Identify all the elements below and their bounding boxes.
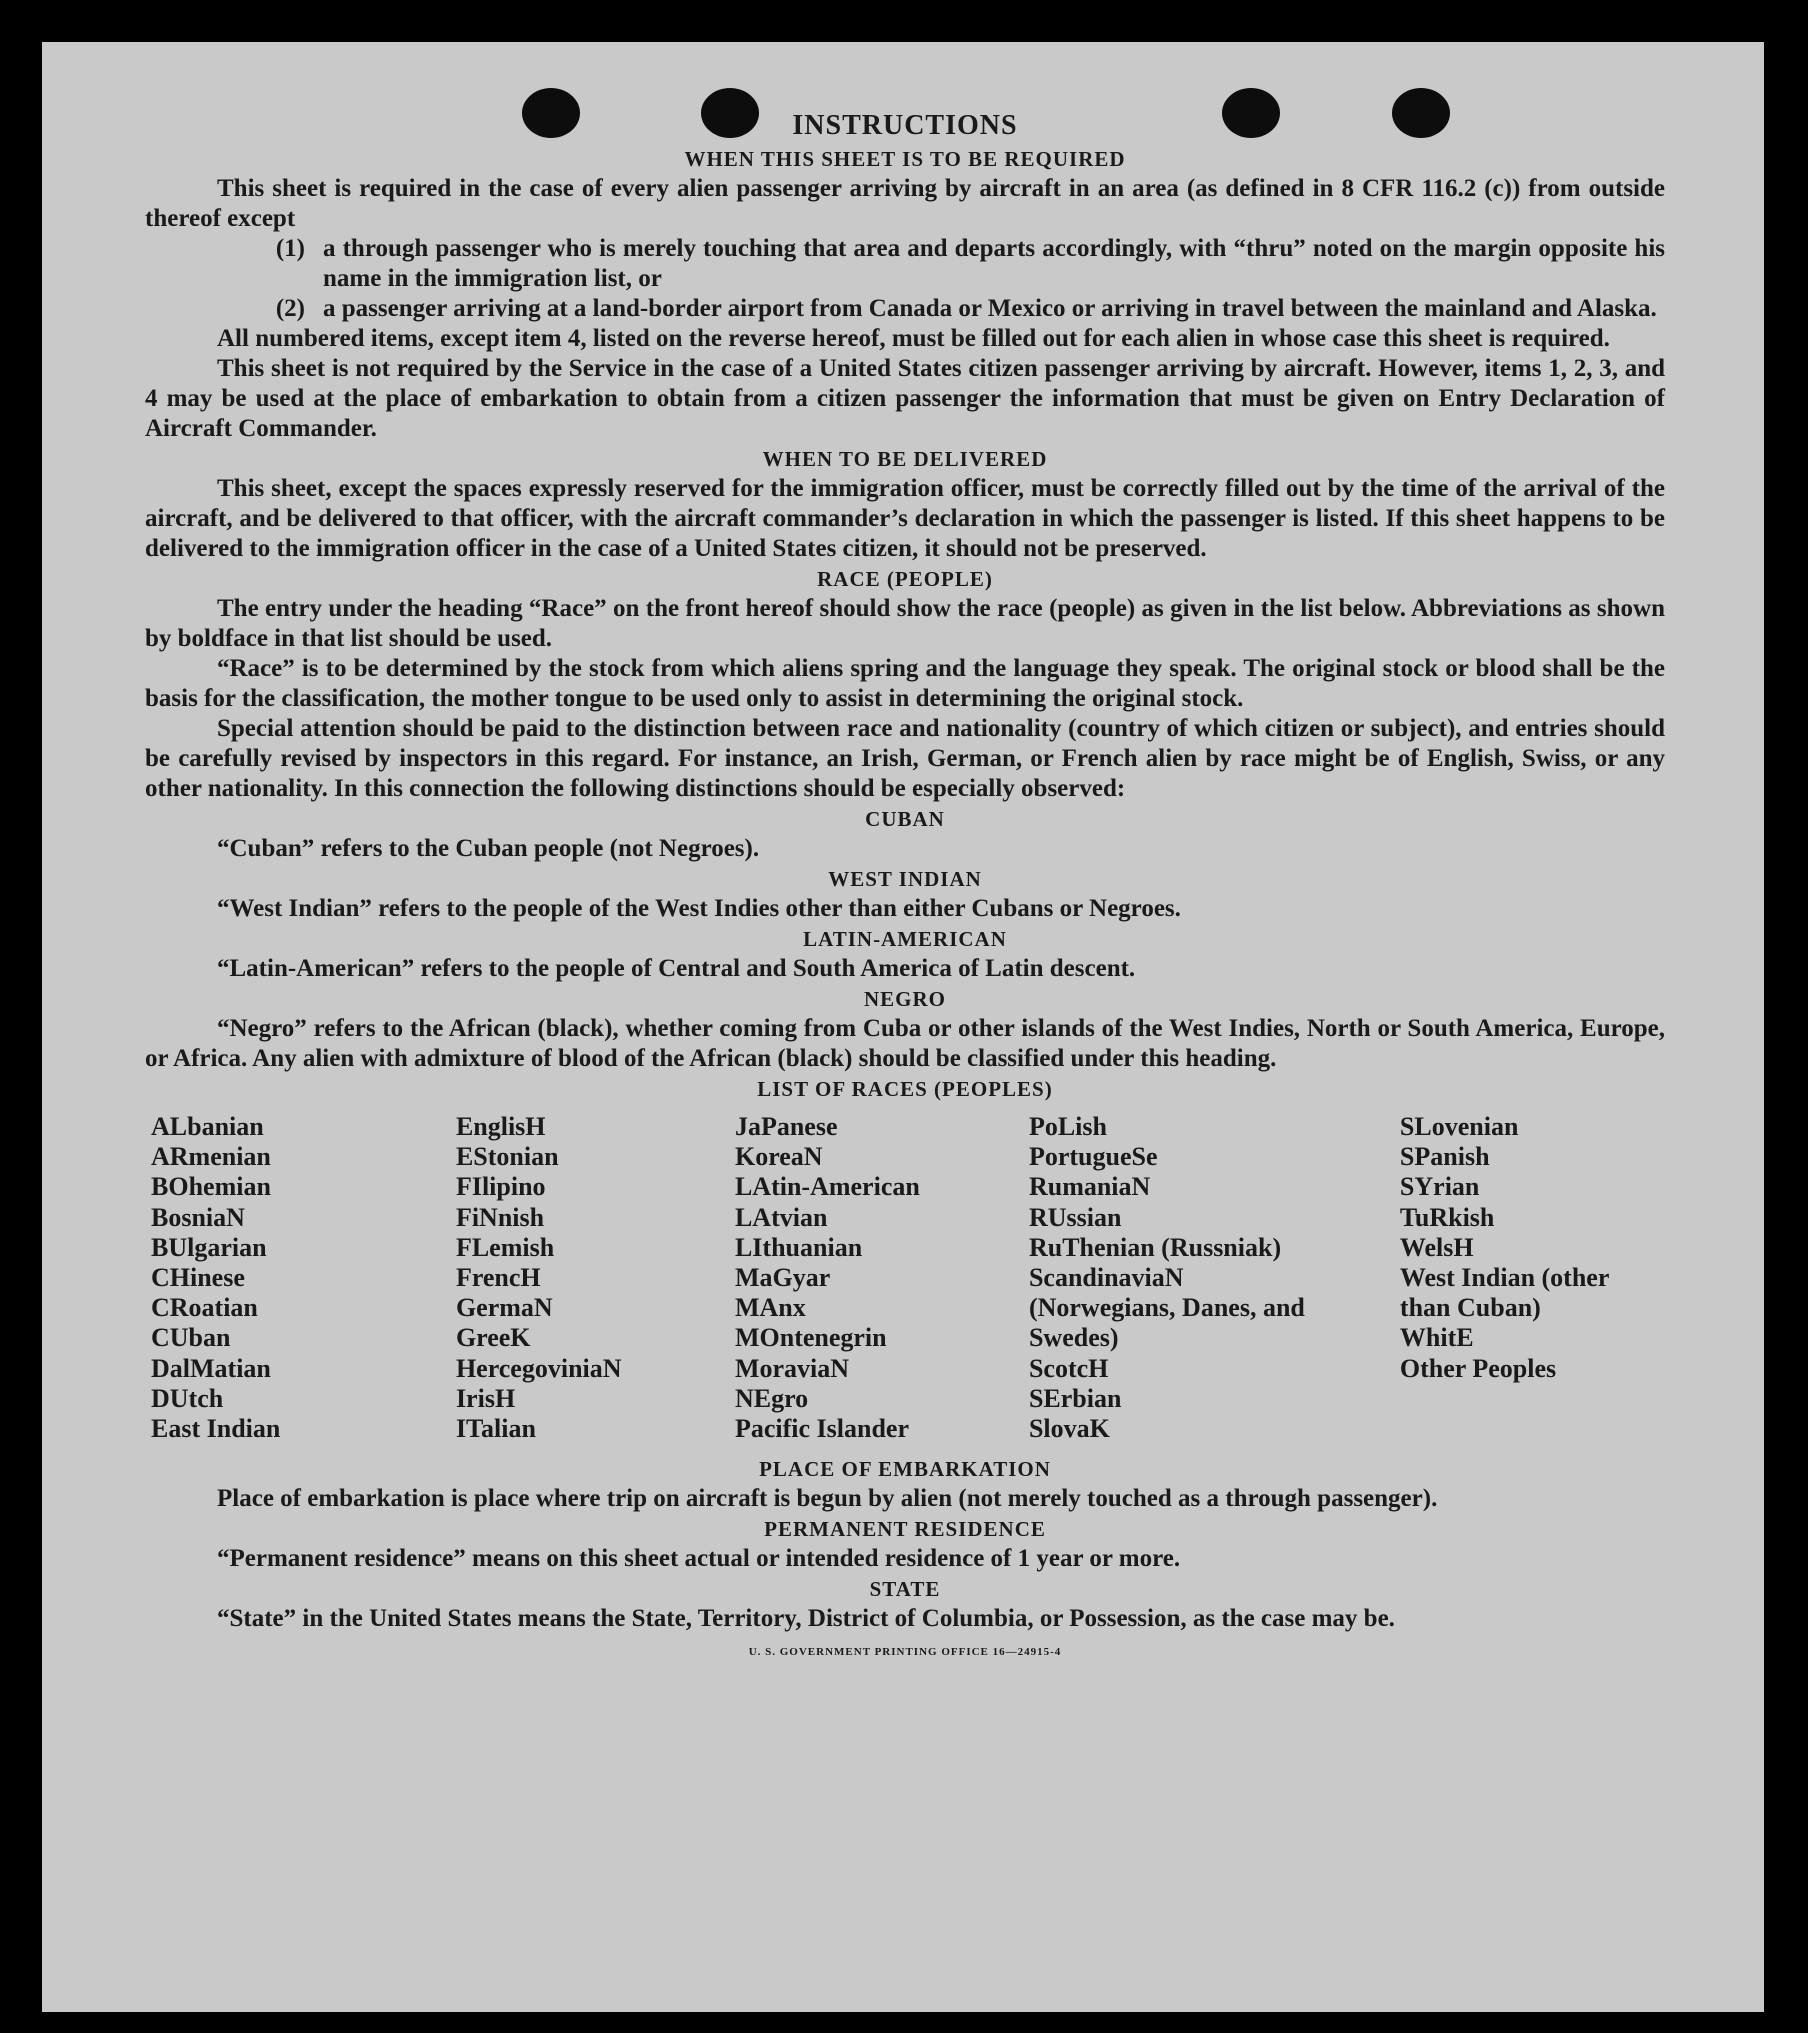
race-entry: SPanish xyxy=(1399,1142,1490,1172)
exception-item xyxy=(145,294,1665,324)
citizen-paragraph: This sheet is not required by the Service in the case of a United States citizen passenger arriving by aircraft. However, items 1, 2, 3, and 4 may be used at the place of embarkation to obtain from a citizen passenger the information that must be given on Entry Declaration of Aircraft Commander. xyxy=(145,355,1665,442)
race-entry: DalMatian xyxy=(151,1353,271,1383)
race-entry: BosniaN xyxy=(151,1202,245,1232)
west-indian-text: “West Indian” refers to the people of the West Indies other than either Cubans or Negroes. xyxy=(217,895,1181,922)
exception-text: a passenger arriving at a land-border airport from Canada or Mexico or arriving in travel between the mainland and Alaska. xyxy=(323,295,1657,322)
race-column xyxy=(1029,1112,1400,1444)
race-entry: Other Peoples xyxy=(1399,1353,1557,1383)
embarkation-text: Place of embarkation is place where trip on aircraft is begun by alien (not merely touched as a through passenger). xyxy=(217,1485,1438,1513)
heading-when-delivered: WHEN TO BE DELIVERED xyxy=(762,447,1048,471)
race-entry: ScotcH xyxy=(1028,1353,1109,1383)
exception-number: (1) xyxy=(275,235,305,262)
race-entry: GreeK xyxy=(455,1323,531,1353)
heading-permanent-residence: PERMANENT RESIDENCE xyxy=(764,1517,1046,1542)
race-entry: CHinese xyxy=(151,1263,245,1293)
race-entry: West Indian (other than Cuban) xyxy=(1399,1263,1609,1323)
race-entry: RUssian xyxy=(1028,1202,1122,1232)
race-entry: CRoatian xyxy=(151,1293,258,1323)
heading-list-of-races: LIST OF RACES (PEOPLES) xyxy=(757,1077,1053,1101)
permanent-residence-text: “Permanent residence” means on this sheet actual or intended residence of 1 year or more. xyxy=(217,1545,1181,1573)
document-title: INSTRUCTIONS xyxy=(792,110,1018,141)
race-column xyxy=(456,1112,735,1444)
race-entry: FiNnish xyxy=(455,1202,545,1232)
race-entry: MaGyar xyxy=(734,1263,831,1293)
race-entry: NEgro xyxy=(734,1383,809,1413)
race-entry: ALbanian xyxy=(151,1112,264,1141)
when-required-intro: This sheet is required in the case of every alien passenger arriving by aircraft in an area (as defined in 8 CFR 116.2 (c)) from outside thereof except xyxy=(145,175,1665,232)
race-paragraph-1: The entry under the heading “Race” on the front hereof should show the race (people) as given in the list below. Abbreviations as shown by boldface in that list should be used. xyxy=(145,595,1665,652)
race-entry: SYrian xyxy=(1399,1172,1480,1202)
race-entry: JaPanese xyxy=(734,1112,838,1141)
numbered-items-paragraph: All numbered items, except item 4, listed on the reverse hereof, must be filled out for each alien in whose case this sheet is required. xyxy=(217,325,1610,352)
race-entry: LIthuanian xyxy=(734,1232,863,1262)
instructions-content xyxy=(145,108,1665,1658)
race-entry: MoraviaN xyxy=(734,1353,850,1383)
latin-american-text: “Latin-American” refers to the people of Central and South America of Latin descent. xyxy=(217,955,1136,982)
race-column xyxy=(145,1112,456,1444)
race-entry: LAtvian xyxy=(734,1202,828,1232)
heading-state: STATE xyxy=(869,1577,941,1602)
race-entry: WhitE xyxy=(1399,1323,1474,1353)
race-entry: SErbian xyxy=(1028,1383,1122,1413)
heading-latin-american: LATIN-AMERICAN xyxy=(803,927,1007,951)
race-paragraph-2: “Race” is to be determined by the stock from which aliens spring and the language they speak. The original stock or blood shall be the basis for the classification, the mother tongue to be used only to assist in determining the original stock. xyxy=(145,655,1665,712)
negro-text: “Negro” refers to the African (black), whether coming from Cuba or other islands of the West Indies, North or South America, Europe, or Africa. Any alien with admixture of blood of the African (black) should be classified under this heading. xyxy=(145,1015,1665,1072)
race-entry: RuThenian (Russniak) xyxy=(1028,1232,1282,1262)
race-column xyxy=(1400,1112,1665,1444)
race-entry: HercegoviniaN xyxy=(455,1353,622,1383)
race-entry: FIlipino xyxy=(455,1172,546,1202)
exception-item xyxy=(145,234,1665,294)
heading-west-indian: WEST INDIAN xyxy=(828,867,982,891)
race-entry: GermaN xyxy=(455,1293,553,1323)
when-delivered-text: This sheet, except the spaces expressly reserved for the immigration officer, must be correctly filled out by the time of the arrival of the aircraft, and be delivered to that officer, with the aircraft commander’s declaration in which the passenger is listed. If this sheet happens to be delivered to the immigration officer in the case of a United States citizen, it should not be preserved. xyxy=(145,475,1665,562)
race-column xyxy=(735,1112,1029,1444)
race-list xyxy=(145,1112,1665,1444)
race-entry: ARmenian xyxy=(151,1142,271,1172)
race-entry: BOhemian xyxy=(151,1172,271,1202)
race-entry: PoLish xyxy=(1028,1112,1107,1141)
race-entry: EStonian xyxy=(455,1142,559,1172)
race-entry: TuRkish xyxy=(1399,1202,1495,1232)
race-entry: ITalian xyxy=(455,1414,536,1444)
race-entry: ScandinaviaN (Norwegians, Danes, and Swedes) xyxy=(1028,1263,1305,1353)
document-sheet xyxy=(42,42,1764,2012)
race-entry: KoreaN xyxy=(734,1142,823,1172)
race-entry: SlovaK xyxy=(1028,1414,1110,1444)
race-entry: CUban xyxy=(151,1323,231,1353)
race-entry: LAtin-American xyxy=(734,1172,920,1202)
heading-when-required: WHEN THIS SHEET IS TO BE REQUIRED xyxy=(684,147,1126,171)
cuban-text: “Cuban” refers to the Cuban people (not Negroes). xyxy=(217,835,760,862)
race-entry: SLovenian xyxy=(1399,1112,1519,1141)
heading-race: RACE (PEOPLE) xyxy=(817,567,993,591)
race-entry: BUlgarian xyxy=(151,1232,267,1262)
heading-embarkation: PLACE OF EMBARKATION xyxy=(759,1457,1051,1482)
race-entry: RumaniaN xyxy=(1028,1172,1151,1202)
exception-number: (2) xyxy=(275,295,305,322)
race-entry: MOntenegrin xyxy=(734,1323,887,1353)
race-entry: DUtch xyxy=(151,1383,224,1413)
race-entry: EnglisH xyxy=(455,1112,546,1141)
exception-text: a through passenger who is merely touching that area and departs accordingly, with “thru” noted on the margin opposite his name in the immigration list, or xyxy=(323,235,1665,292)
heading-negro: NEGRO xyxy=(863,987,946,1011)
race-paragraph-3: Special attention should be paid to the distinction between race and nationality (country of which citizen or subject), and entries should be carefully revised by inspectors in this regard. For instance, an Irish, German, or French alien by race might be of English, Swiss, or any other nationality. In this connection the following distinctions should be especially observed: xyxy=(145,715,1665,802)
state-text: “State” in the United States means the State, Territory, District of Columbia, or Possession, as the case may be. xyxy=(217,1605,1395,1633)
heading-cuban: CUBAN xyxy=(865,807,945,831)
race-entry: IrisH xyxy=(455,1383,516,1413)
race-entry: Pacific Islander xyxy=(734,1414,909,1444)
race-entry: MAnx xyxy=(734,1293,806,1323)
race-entry: FLemish xyxy=(455,1232,555,1262)
printing-office-footer: U. S. GOVERNMENT PRINTING OFFICE 16—24915-4 xyxy=(748,1646,1062,1659)
race-entry: East Indian xyxy=(151,1414,281,1444)
race-entry: WelsH xyxy=(1399,1232,1474,1262)
race-entry: FrencH xyxy=(455,1263,541,1293)
race-entry: PortugueSe xyxy=(1028,1142,1158,1172)
